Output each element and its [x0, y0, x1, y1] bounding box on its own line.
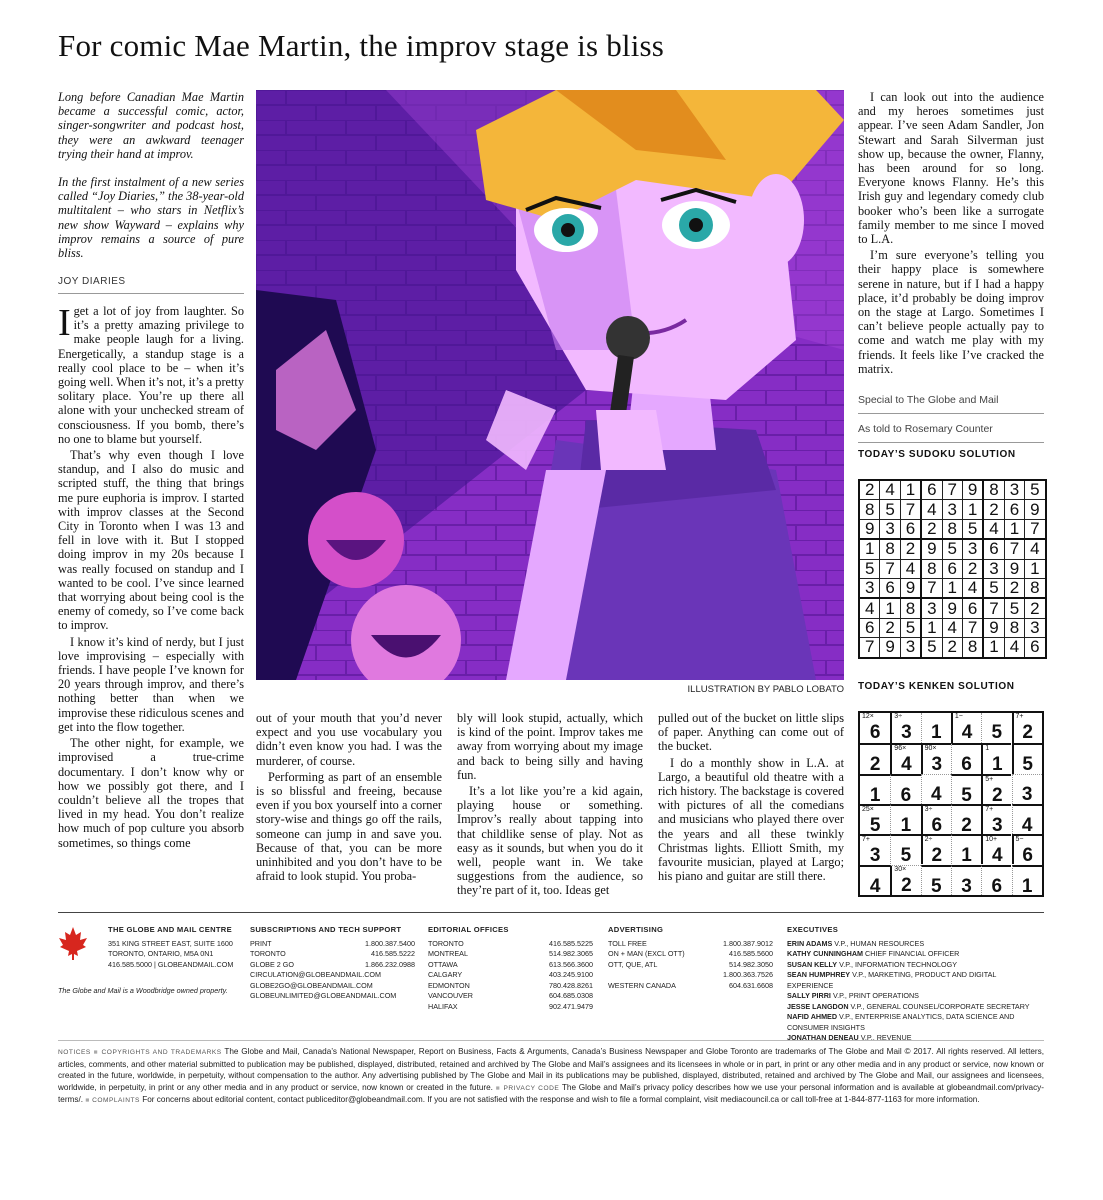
kenken-value: 2 [901, 874, 912, 896]
kenken-value: 3 [901, 722, 912, 743]
kenken-clue: 5+ [985, 775, 994, 783]
kenken-clue: 3÷ [894, 713, 903, 720]
kenken-cell [981, 774, 1011, 804]
kenken-cell [860, 865, 890, 895]
kenken-cell [1012, 774, 1042, 804]
ownership-note: The Globe and Mail is a Woodbridge owned property. [58, 986, 228, 995]
kenken-cell [890, 804, 920, 834]
kenken-value: 5 [1022, 754, 1033, 776]
contact-row: TORONTO 416.585.5222 [250, 949, 415, 958]
sudoku-cell: 9 [921, 539, 942, 559]
kenken-clue: 25× [862, 805, 874, 813]
sudoku-cell: 4 [1025, 539, 1046, 559]
kenken-cell [951, 804, 981, 834]
footer-subs-title: SUBSCRIPTIONS AND TECH SUPPORT [250, 925, 402, 934]
contact-row: HALIFAX 902.471.9479 [428, 1001, 593, 1011]
kenken-value: 3 [992, 814, 1003, 836]
paragraph: Performing as part of an ensemble is so blissful and freeing, because even if you box yourself into a corner story-wise and things go off the rails, someone can jump in and save you. Because of that, you can be more uninhibited and you don’t have to be afraid to look stupid. You proba- [256, 769, 442, 884]
footer-centre [108, 925, 243, 970]
kenken-value: 6 [961, 754, 972, 776]
sudoku-cell: 4 [983, 519, 1004, 539]
kenken-clue: 2÷ [924, 836, 933, 844]
kenken-value: 6 [1022, 845, 1033, 867]
executive-title: V.P., PRINT OPERATIONS [832, 991, 919, 1000]
paragraph: pulled out of the bucket on little slips of paper. Anything can come out of the bucket. [658, 711, 844, 754]
kenken-cell [951, 834, 981, 867]
divider [858, 413, 1044, 414]
kenken-cell [981, 713, 1011, 743]
kenken-value: 5 [900, 845, 912, 867]
kenken-cell [921, 834, 951, 867]
contact-row: EDMONTON 780.428.8261 [428, 980, 593, 990]
privacy-label: PRIVACY CODE [503, 1084, 560, 1092]
executive-row [787, 970, 1044, 991]
executive-title: V.P., REVENUE [860, 1033, 912, 1042]
sudoku-cell: 1 [900, 480, 921, 500]
paragraph: I know it’s kind of nerdy, but I just love improvising – especially with friends. I have people I’ve known for 20 years through improv, and there’s nothing better than when we improvise these ridiculous scenes and get into the flow together. [58, 634, 244, 734]
sudoku-cell: 5 [942, 539, 962, 559]
kenken-value: 1 [992, 754, 1003, 776]
paragraph: get a lot of joy from laughter. So it’s a pretty amazing privilege to make people laugh for a living. Energetically, a standup stage is a really cool place to be – when it’s going well. When it’s not, it’s a pretty solitary place. You’re up there all alone with your unchecked stream of consciousness. If you bomb, there’s no one to blame but yourself. [58, 304, 244, 446]
sudoku-cell: 2 [859, 480, 880, 500]
kenken-value: 1 [1021, 875, 1033, 897]
sudoku-cell: 7 [983, 598, 1004, 618]
executive-name: KATHY CUNNINGHAM [787, 949, 863, 958]
executive-row [787, 991, 1044, 1002]
kenken-title: TODAY’S KENKEN SOLUTION [858, 681, 1015, 692]
address-line: 351 KING STREET EAST, SUITE 1600 [108, 938, 233, 948]
kenken-clue: 1 [985, 745, 990, 753]
address-line: 416.585.5000 | GLOBEANDMAIL.COM [108, 959, 234, 969]
kenken-value: 4 [1021, 814, 1033, 836]
footer-centre-title: THE GLOBE AND MAIL CENTRE [108, 925, 232, 934]
kenken-cell [860, 804, 890, 834]
divider [58, 293, 244, 294]
executive-row [787, 1033, 1044, 1044]
kenken-value: 1 [869, 784, 881, 806]
sudoku-cell: 8 [1004, 618, 1024, 637]
illustration-credit: ILLUSTRATION BY PABLO LOBATO [687, 684, 844, 695]
sudoku-grid [858, 479, 1047, 659]
kenken-value: 3 [931, 754, 943, 776]
footer-editorial [428, 925, 593, 1012]
sudoku-cell: 8 [900, 598, 921, 618]
kenken-cell [1012, 865, 1042, 895]
sudoku-cell: 7 [942, 480, 962, 500]
contact-row: ON + MAN (EXCL OTT) 416.585.5600 [608, 949, 773, 958]
kenken-value: 4 [869, 875, 881, 897]
complaints-label: COMPLAINTS [92, 1097, 140, 1105]
kenken-value: 2 [1022, 722, 1033, 743]
sudoku-cell: 8 [1025, 578, 1046, 598]
kenken-cell [1012, 834, 1042, 867]
kenken-value: 4 [901, 754, 912, 776]
executive-name: SALLY PIRRI [787, 991, 831, 1000]
contact-row: OTTAWA 613.566.3600 [428, 959, 593, 969]
sudoku-cell: 9 [859, 519, 880, 539]
email-line: GLOBE2GO@GLOBEANDMAIL.COM [250, 980, 373, 990]
sudoku-cell: 9 [880, 638, 900, 658]
sudoku-row [859, 578, 1046, 598]
kenken-cell [860, 713, 890, 743]
article-column-4 [658, 711, 844, 885]
sudoku-cell: 1 [880, 598, 900, 618]
executive-row [787, 1012, 1044, 1033]
kenken-clue: 96× [894, 745, 907, 753]
sudoku-cell: 9 [1004, 559, 1024, 578]
kenken-cell [921, 713, 951, 743]
illustration-image [256, 90, 844, 680]
executive-name: SUSAN KELLY [787, 959, 838, 969]
sudoku-cell: 6 [1004, 500, 1024, 519]
footer-executives [787, 925, 1044, 1044]
sudoku-cell: 9 [962, 480, 983, 500]
sudoku-cell: 3 [900, 638, 921, 658]
sudoku-cell: 2 [900, 539, 921, 559]
sudoku-cell: 4 [859, 598, 880, 618]
sudoku-cell: 6 [900, 519, 921, 539]
email-line: GLOBEUNLIMITED@GLOBEANDMAIL.COM [250, 991, 397, 1000]
footer-advertising [608, 925, 773, 991]
paragraph: bly will look stupid, actually, which is kind of the point. Improv takes me away from worrying about my image and back to being silly and having fun. [457, 711, 643, 782]
article-column-5 [858, 90, 1044, 378]
article-column-1 [58, 304, 244, 852]
kenken-value: 2 [961, 814, 972, 836]
sudoku-title: TODAY’S SUDOKU SOLUTION [858, 449, 1016, 460]
sudoku-cell: 9 [1025, 500, 1046, 519]
sudoku-cell: 3 [1025, 618, 1046, 637]
executive-name: NAFID AHMED [787, 1012, 838, 1021]
kenken-cell [951, 743, 981, 776]
kenken-cell [921, 804, 951, 834]
sudoku-cell: 5 [1025, 480, 1046, 500]
kenken-value: 1 [961, 845, 972, 867]
article-column-3 [457, 711, 643, 900]
sudoku-cell: 7 [900, 500, 921, 519]
kenken-value: 4 [992, 845, 1003, 867]
contact-row: VANCOUVER 604.685.0308 [428, 991, 593, 1000]
kenken-clue: 5− [1015, 836, 1024, 844]
footer-subscriptions [250, 925, 415, 1002]
paragraph: I’m sure everyone’s telling you their happy place is somewhere serene in nature, but if I had a happy place, it’d probably be doing improv on the stage at Largo. Sometimes I can’t believe people actually pay to come and watch me play with my friends. It feels like I’ve cracked the matrix. [858, 248, 1044, 376]
sudoku-row [859, 500, 1046, 519]
kenken-cell [890, 834, 920, 867]
kenken-clue: 30× [894, 865, 907, 873]
sudoku-row [859, 480, 1046, 500]
kenken-value: 5 [930, 875, 942, 897]
kenken-clue: 7+ [985, 805, 994, 813]
kenken-cell [1012, 804, 1042, 834]
kenken-grid [858, 711, 1044, 897]
sudoku-cell: 3 [880, 519, 900, 539]
kenken-value: 5 [961, 784, 972, 806]
sudoku-cell: 9 [983, 618, 1004, 637]
sudoku-cell: 4 [921, 500, 942, 519]
illustration [256, 90, 844, 680]
kenken-cell [921, 743, 951, 776]
executive-name: ERIN ADAMS [787, 938, 833, 948]
sudoku-cell: 8 [921, 559, 942, 578]
email-line: CIRCULATION@GLOBEANDMAIL.COM [250, 970, 381, 979]
sudoku-cell: 2 [1025, 598, 1046, 618]
kenken-value: 6 [931, 814, 943, 836]
kenken-value: 6 [869, 722, 881, 743]
maple-leaf-logo [58, 926, 98, 966]
kenken-cell [860, 743, 890, 776]
kenken-cell [1012, 713, 1042, 743]
sudoku-cell: 8 [942, 519, 962, 539]
sudoku-cell: 1 [942, 578, 962, 598]
executive-row [787, 939, 1044, 950]
notices-divider [58, 1040, 1044, 1041]
contact-row: PRINT 1.800.387.5400 [250, 938, 415, 948]
headline: For comic Mae Martin, the improv stage is bliss [58, 28, 665, 63]
executive-title: CHIEF FINANCIAL OFFICER [865, 949, 960, 958]
footer-divider [58, 912, 1044, 913]
contact-row: TOLL FREE 1.800.387.9012 [608, 938, 773, 948]
sudoku-cell: 4 [942, 618, 962, 637]
sudoku-cell: 6 [859, 618, 880, 637]
executive-title: V.P., INFORMATION TECHNOLOGY [839, 959, 958, 969]
sudoku-cell: 2 [962, 559, 983, 578]
sudoku-cell: 2 [921, 519, 942, 539]
contact-row: MONTREAL 514.982.3065 [428, 949, 593, 958]
sudoku-cell: 5 [859, 559, 880, 578]
contact-row: TORONTO 416.585.5225 [428, 938, 593, 948]
executive-row [787, 1002, 1044, 1013]
paragraph: That’s why even though I love standup, and I also do music and scripted stuff, the thing that brings me pure euphoria is improv. I started with improv classes at the Second City in Toronto when I was 13 and fell in love with it. But I stopped doing improv in my 20s because I was really focused on standup and I wanted to be cool. I’ve since learned that worrying about being cool is the enemy of comedy, so I’ve come back to improv. [58, 448, 244, 633]
sudoku-cell: 4 [880, 480, 900, 500]
sudoku-cell: 7 [1025, 519, 1046, 539]
kenken-clue: 10+ [985, 836, 998, 844]
sudoku-cell: 3 [942, 500, 962, 519]
notices-label: NOTICES [58, 1049, 91, 1056]
footer-executives-title: EXECUTIVES [787, 925, 839, 934]
sudoku-cell: 1 [859, 539, 880, 559]
kenken-value: 1 [930, 722, 942, 743]
executive-row [787, 949, 1044, 960]
sudoku-cell: 6 [942, 559, 962, 578]
kenken-clue: 90× [924, 745, 937, 753]
drop-cap: I [58, 302, 71, 344]
sudoku-cell: 2 [942, 638, 962, 658]
sudoku-cell: 7 [962, 618, 983, 637]
kenken-clue: 7+ [1015, 713, 1024, 720]
contact-row: 1.800.363.7526 [723, 970, 773, 979]
sudoku-row [859, 638, 1046, 658]
footer-advertising-title: ADVERTISING [608, 925, 664, 934]
kenken-cell [951, 865, 981, 895]
privacy-text: The Globe and Mail’s privacy policy describes how we use your personal information and is available at globeandmail.com/privacy-terms/. [58, 1082, 1044, 1105]
kenken-cell [981, 834, 1011, 867]
sudoku-cell: 6 [962, 598, 983, 618]
kenken-value: 3 [869, 845, 881, 867]
byline-special: Special to The Globe and Mail [858, 394, 999, 406]
executive-title: V.P., MARKETING, PRODUCT AND DIGITAL EXPERIENCE [787, 970, 997, 990]
article-column-2 [256, 711, 442, 885]
sudoku-cell: 2 [880, 618, 900, 637]
kenken-cell [890, 713, 920, 743]
sudoku-cell: 9 [942, 598, 962, 618]
sudoku-cell: 3 [859, 578, 880, 598]
sudoku-cell: 4 [962, 578, 983, 598]
kenken-value: 6 [991, 875, 1003, 897]
sudoku-cell: 5 [921, 638, 942, 658]
executive-name: JONATHAN DENEAU [787, 1033, 859, 1042]
address-line: TORONTO, ONTARIO, M5A 0N1 [108, 949, 214, 958]
kenken-value: 1 [900, 814, 912, 836]
kenken-value: 2 [931, 845, 943, 867]
executive-title: V.P., ENTERPRISE ANALYTICS, DATA SCIENCE AND CONSUMER INSIGHTS [787, 1012, 1015, 1032]
kenken-cell [951, 713, 981, 743]
sudoku-cell: 9 [900, 578, 921, 598]
kenken-value: 2 [869, 754, 881, 776]
sudoku-cell: 1 [983, 638, 1004, 658]
kenken-cell [890, 774, 920, 804]
executive-name: SEAN HUMPHREY [787, 970, 851, 979]
byline-told: As told to Rosemary Counter [858, 423, 993, 435]
sudoku-cell: 6 [1025, 638, 1046, 658]
notices: NOTICES ■ COPYRIGHTS AND TRADEMARKS The Globe and Mail, Canada’s National Newspaper, Report on Business, Facts & Arguments, Canada’s Business Newspaper and Globe Toronto are trademarks of The Globe and Mail © 2017. All rights reserved. All letters, articles, comments, and other material submitted to publication may be published, displayed, distributed, retained and archived by The Globe and Mail’s assignees and its licensees in whole or in part, in print or any other media and in any product or service, now known or created in the future, worldwide, in perpetuity, without compensation to the author. Any advertising published by The Globe and Mail in its publications may be published, displayed, distributed, retained and archived by The Globe and Mail, our assignees and licensees, worldwide, in perpetuity, in print or any other media and in any product or service, now known or created in the future. ■ PRIVACY CODE The Globe and Mail’s privacy policy describes how we use your personal information and is available at globeandmail.com/privacy-terms/. ■ COMPLAINTS For concerns about editorial content, contact publiceditor@globeandmail.com. If you are not satisfied with the response and wish to file a formal complaint, visit mediacouncil.ca or call toll-free at 1-844-877-1163 for more information. [58, 1047, 1045, 1105]
sudoku-row [859, 519, 1046, 539]
sudoku-cell: 3 [921, 598, 942, 618]
executive-title: V.P., HUMAN RESOURCES [834, 938, 925, 948]
sudoku-cell: 1 [1004, 519, 1024, 539]
kenken-clue: 12× [862, 713, 874, 720]
kenken-cell [921, 865, 951, 895]
kenken-cell [981, 865, 1011, 895]
sudoku-row [859, 598, 1046, 618]
sudoku-cell: 2 [983, 500, 1004, 519]
executive-row [787, 960, 1044, 971]
kenken-value: 5 [991, 722, 1003, 743]
kenken-cell [1012, 743, 1042, 776]
kenken-cell [981, 743, 1011, 776]
sudoku-cell: 8 [983, 480, 1004, 500]
sudoku-cell: 5 [962, 519, 983, 539]
complaints-text: For concerns about editorial content, contact publiceditor@globeandmail.com. If you are not satisfied with the response and wish to file a formal complaint, visit mediacouncil.ca or call toll-free at 1-844-877-1163 for more information. [142, 1095, 980, 1105]
contact-row: GLOBE 2 GO 1.866.232.0988 [250, 959, 415, 969]
kenken-clue: 3÷ [924, 805, 933, 813]
intro-paragraph: Long before Canadian Mae Martin became a successful comic, actor, singer-songwriter and podcast host, they were an awkward teenager trying their hand at improv. [58, 90, 244, 161]
contact-row: WESTERN CANADA 604.631.6608 [608, 980, 773, 990]
divider [858, 442, 1044, 443]
sudoku-cell: 3 [962, 539, 983, 559]
sudoku-cell: 4 [1004, 638, 1024, 658]
kenken-value: 4 [930, 783, 942, 805]
contact-row: CALGARY 403.245.9100 [428, 970, 593, 979]
intro-paragraph: In the first instalment of a new series called “Joy Diaries,” the 38-year-old multitalent – who stars in Netflix’s new show Wayward – explains why improv remains a source of pure bliss. [58, 175, 244, 261]
paragraph: I can look out into the audience and my heroes sometimes just appear. I’ve seen Adam Sandler, Jon Stewart and Sarah Silverman just show up, because the owner, Flanny, has been around for so long. Everyone knows Flanny. He’s this Irish guy and legendary comedy club booker who’s been like a surrogate family member to me since I moved to L.A. [858, 90, 1044, 247]
sudoku-cell: 6 [880, 578, 900, 598]
sudoku-cell: 3 [1004, 480, 1024, 500]
footer-editorial-title: EDITORIAL OFFICES [428, 925, 509, 934]
copyright-label: COPYRIGHTS AND TRADEMARKS [101, 1049, 222, 1056]
sudoku-cell: 4 [900, 559, 921, 578]
sudoku-cell: 6 [921, 480, 942, 500]
paragraph: The other night, for example, we improvised a true-crime documentary. I don’t know why or how we possibly got there, and I couldn’t believe all the tropes that lived in my head. You don’t realize how much of pop culture you absorb sometimes, so things come [58, 736, 244, 850]
kenken-cell [860, 774, 890, 804]
sudoku-cell: 7 [1004, 539, 1024, 559]
sudoku-cell: 7 [921, 578, 942, 598]
copyright-text: The Globe and Mail, Canada’s National Newspaper, Report on Business, Facts & Arguments, Canada’s Business Newspaper and Globe Toronto are trademarks of The Globe and Mail © 2017. All rights reserved. All letters, articles, comments, and other material submitted to publication may be published, displayed, distributed, retained and archived by The Globe and Mail’s assignees and its licensees in whole or in part, in print or any other media and in any product or service, now known or created in the future, worldwide, in perpetuity, without compensation to the author. Any advertising published by The Globe and Mail in its publications may be published, displayed, distributed, retained and archived by The Globe and Mail, our assignees and licensees, worldwide, in perpetuity, in print or any other media and in any product or service, now known or created in the future. [58, 1047, 1045, 1092]
sudoku-cell: 8 [859, 500, 880, 519]
paragraph: out of your mouth that you’d never expect and you use vocabulary you didn’t even know you had. I was the murderer, of course. [256, 711, 442, 768]
sudoku-row [859, 539, 1046, 559]
kenken-clue: 7+ [862, 836, 870, 844]
kenken-cell [890, 743, 920, 776]
kenken-cell [981, 804, 1011, 834]
sudoku-cell: 2 [1004, 578, 1024, 598]
kenken-value: 3 [1021, 783, 1033, 805]
kenken-value: 5 [869, 814, 881, 836]
sudoku-cell: 5 [1004, 598, 1024, 618]
contact-row: OTT, QUE, ATL 514.982.3050 [608, 959, 773, 969]
kenken-value: 3 [961, 875, 972, 897]
intro-deck [58, 90, 244, 274]
sudoku-cell: 7 [859, 638, 880, 658]
sudoku-cell: 5 [880, 500, 900, 519]
sudoku-cell: 8 [880, 539, 900, 559]
sudoku-cell: 5 [983, 578, 1004, 598]
paragraph: It’s a lot like you’re a kid again, playing house or something. Improv’s really about tapping into that childlike sense of play. Not as easy as it sounds, but when you do it well, people want in. We take suggestions from the audience, so they’re part of it, too. Ideas get [457, 784, 643, 898]
kenken-cell [951, 774, 981, 804]
kenken-clue: 1− [954, 713, 963, 720]
sudoku-cell: 6 [983, 539, 1004, 559]
kenken-value: 4 [961, 722, 973, 743]
paragraph: I do a monthly show in L.A. at Largo, a beautiful old theatre with a rich history. The backstage is covered with pictures of all the comedians and musicians who played there over the years and all these twinkly Christmas lights. Elliott Smith, my favourite musician, played at Largo; his piano and guitar are still there. [658, 755, 844, 884]
sudoku-cell: 5 [900, 618, 921, 637]
sudoku-cell: 3 [983, 559, 1004, 578]
kenken-value: 6 [900, 784, 912, 806]
section-label: JOY DIARIES [58, 276, 126, 287]
kenken-value: 2 [992, 784, 1003, 806]
sudoku-row [859, 559, 1046, 578]
kenken-cell [890, 865, 920, 895]
sudoku-cell: 1 [921, 618, 942, 637]
executive-name: JESSE LANGDON [787, 1001, 849, 1011]
sudoku-cell: 7 [880, 559, 900, 578]
sudoku-cell: 1 [1025, 559, 1046, 578]
sudoku-cell: 1 [962, 500, 983, 519]
sudoku-cell: 8 [962, 638, 983, 658]
sudoku-row [859, 618, 1046, 637]
kenken-cell [860, 834, 890, 867]
kenken-cell [921, 774, 951, 804]
executive-title: V.P., GENERAL COUNSEL/CORPORATE SECRETARY [850, 1001, 1030, 1011]
